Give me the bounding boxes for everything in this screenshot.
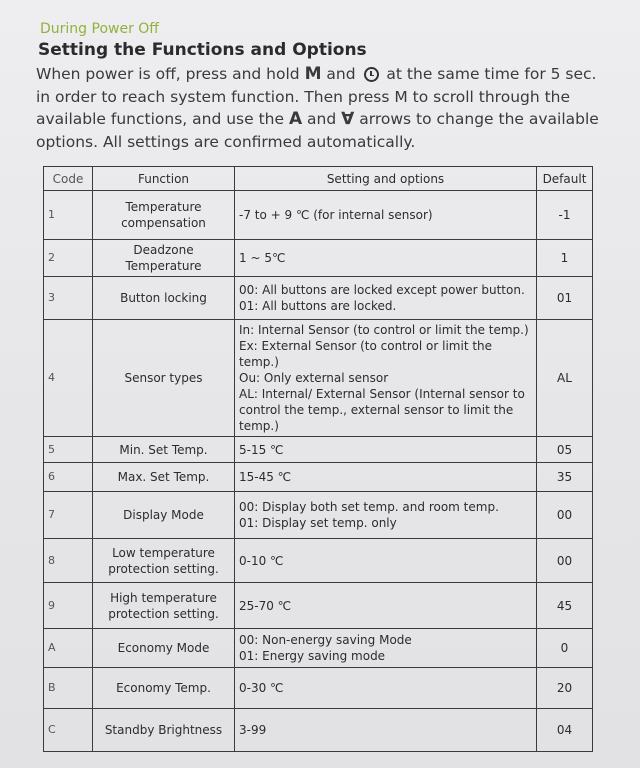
cell-function: Button locking (93, 277, 235, 320)
cell-setting (235, 539, 537, 583)
setting-option: 1 ~ 5℃ (239, 251, 286, 265)
setting-option: 15-45 ℃ (239, 470, 292, 484)
cell-default: 04 (537, 709, 593, 752)
table-row (44, 629, 593, 668)
cell-setting (235, 709, 537, 752)
setting-option: 25-70 ℃ (239, 598, 292, 613)
cell-setting (235, 463, 537, 492)
intro-paragraph (36, 63, 606, 153)
cell-setting (235, 277, 537, 320)
cell-default: 20 (537, 668, 593, 709)
cell-code: 1 (44, 191, 93, 240)
table-row (44, 437, 593, 463)
cell-function: Deadzone Temperature (93, 240, 235, 277)
cell-function: Low temperature protection setting. (93, 539, 235, 583)
setting-option: -7 to + 9 ℃ (for internal sensor) (239, 208, 433, 222)
cell-setting (235, 583, 537, 629)
cell-function: Display Mode (93, 492, 235, 539)
table-row (44, 539, 593, 583)
cell-code: A (44, 629, 93, 668)
cell-default: -1 (537, 191, 593, 240)
table-row (44, 277, 593, 320)
cell-setting (235, 191, 537, 240)
intro-text-4: and (302, 110, 342, 128)
cell-function: High temperature protection setting. (93, 583, 235, 629)
cell-setting (235, 492, 537, 539)
setting-option: 00: Non-energy saving Mode (239, 633, 412, 647)
cell-function: Max. Set Temp. (93, 463, 235, 492)
arrow-up-icon: A (288, 109, 303, 129)
header-code: Code (44, 167, 93, 191)
cell-function: Standby Brightness (93, 709, 235, 752)
cell-default: 35 (537, 463, 593, 492)
cell-default: 00 (537, 539, 593, 583)
cell-function: Sensor types (93, 320, 235, 437)
intro-text-1: When power is off, press and hold (36, 65, 305, 83)
setting-option: In: Internal Sensor (to control or limit the temp.) (239, 323, 529, 337)
setting-option: Ou: Only external sensor (239, 371, 389, 385)
setting-option: 0-10 ℃ (239, 553, 284, 568)
cell-code: 8 (44, 539, 93, 583)
setting-option: 5-15 ℃ (239, 442, 284, 457)
intro-text-3: at the same time for 5 sec. in order to reach system function. Then press M to scroll through the available functions, and use the (36, 65, 597, 128)
cell-default: 1 (537, 240, 593, 277)
table-row (44, 463, 593, 492)
table-row (44, 240, 593, 277)
intro-text-5: arrows to change the available options. All settings are confirmed automatically. (36, 110, 599, 151)
table-row (44, 583, 593, 629)
cell-code: 5 (44, 437, 93, 463)
settings-table (43, 166, 593, 752)
cell-setting (235, 240, 537, 277)
cell-code: 3 (44, 277, 93, 320)
cell-code: 4 (44, 320, 93, 437)
table-row (44, 492, 593, 539)
header-function: Function (93, 167, 235, 191)
setting-option: 00: All buttons are locked except power button. (239, 283, 525, 297)
table-header-row (44, 167, 593, 191)
cell-default: 0 (537, 629, 593, 668)
cell-setting (235, 629, 537, 668)
setting-option: Ex: External Sensor (to control or limit the temp.) (239, 339, 493, 369)
table-row (44, 709, 593, 752)
cell-function: Temperature compensation (93, 191, 235, 240)
cell-setting (235, 320, 537, 437)
table-row (44, 191, 593, 240)
setting-option: 01: All buttons are locked. (239, 299, 397, 313)
cell-function: Min. Set Temp. (93, 437, 235, 463)
cell-default: AL (537, 320, 593, 437)
cell-default: 05 (537, 437, 593, 463)
cell-code: 6 (44, 463, 93, 492)
setting-option: 01: Energy saving mode (239, 649, 386, 663)
section-label: During Power Off (40, 21, 159, 37)
cell-default: 00 (537, 492, 593, 539)
intro-text-2: and (321, 65, 361, 83)
table-row (44, 668, 593, 709)
setting-option: 00: Display both set temp. and room temp. (239, 500, 499, 514)
setting-option: 01: Display set temp. only (239, 516, 397, 530)
cell-setting (235, 437, 537, 463)
header-setting: Setting and options (235, 167, 537, 191)
cell-code: B (44, 668, 93, 709)
cell-default: 01 (537, 277, 593, 320)
setting-option: 3-99 (239, 723, 267, 737)
arrow-down-icon: ∀ (341, 109, 355, 129)
cell-function: Economy Mode (93, 629, 235, 668)
table-row (44, 320, 593, 437)
cell-code: 9 (44, 583, 93, 629)
cell-code: 2 (44, 240, 93, 277)
cell-code: C (44, 709, 93, 752)
m-key-label: M (304, 64, 322, 84)
cell-function: Economy Temp. (93, 668, 235, 709)
cell-code: 7 (44, 492, 93, 539)
cell-setting (235, 668, 537, 709)
header-default: Default (537, 167, 593, 191)
setting-option: AL: Internal/ External Sensor (Internal sensor to control the temp., external sensor to limit the temp.) (239, 387, 525, 433)
clock-icon (364, 67, 379, 82)
page-heading: Setting the Functions and Options (38, 40, 367, 60)
setting-option: 0-30 ℃ (239, 681, 284, 695)
cell-default: 45 (537, 583, 593, 629)
